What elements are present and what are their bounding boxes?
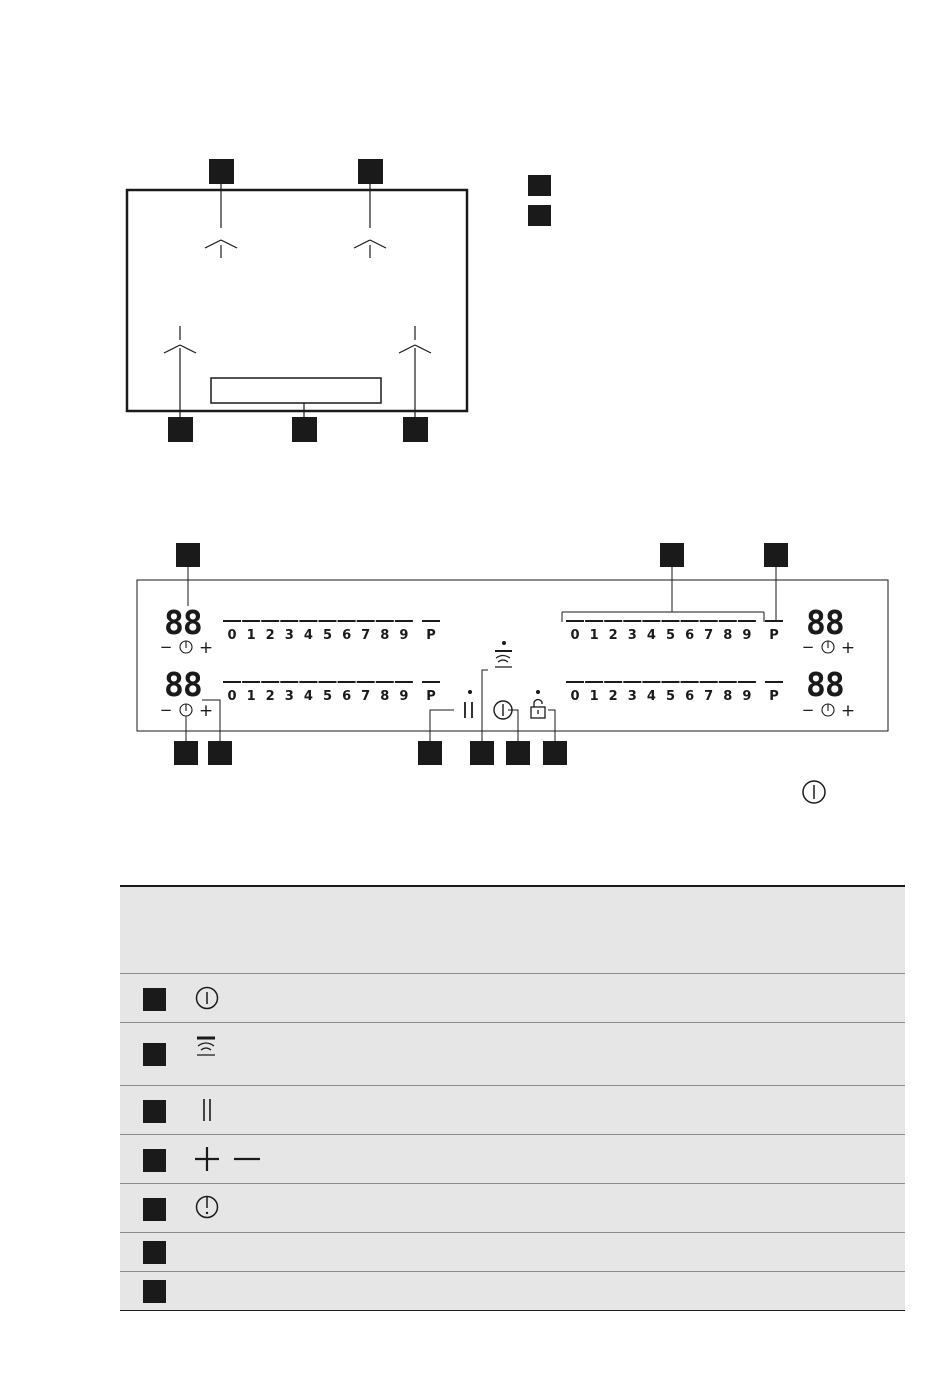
callout-marker (660, 543, 684, 567)
pause-icon (194, 1097, 220, 1123)
table-header (120, 887, 905, 974)
callout-marker (506, 741, 530, 765)
power-level-digit[interactable]: 1 (589, 689, 599, 704)
power-level-digit[interactable]: 0 (227, 628, 237, 643)
power-level-digit[interactable]: 6 (342, 628, 352, 643)
power-level-digit[interactable]: 7 (704, 689, 714, 704)
zone-marker (205, 240, 237, 258)
table-row (120, 1184, 905, 1233)
zone-display: 88 (164, 603, 202, 642)
power-level-digit[interactable]: 8 (380, 689, 390, 704)
callout-marker (418, 741, 442, 765)
callout-marker (143, 1198, 166, 1221)
pause-icon[interactable] (465, 702, 472, 718)
power-level-digit[interactable]: 4 (646, 689, 656, 704)
callout-marker (470, 741, 494, 765)
power-level-digit[interactable]: 1 (246, 689, 256, 704)
indicator-dot (502, 641, 506, 645)
power-level-digit[interactable]: 3 (627, 689, 637, 704)
lock-icon[interactable] (531, 700, 545, 719)
table-row (120, 1135, 905, 1184)
timer-minus-button[interactable]: − (159, 638, 173, 656)
power-level-digit[interactable]: 4 (303, 689, 313, 704)
control-panel-diagram (0, 530, 950, 810)
power-level-digit[interactable]: 1 (589, 628, 599, 643)
callout-marker (764, 543, 788, 567)
callout-marker (143, 1280, 166, 1303)
zone-display: 88 (806, 665, 844, 704)
control-panel-area (211, 378, 381, 403)
callout-marker (208, 741, 232, 765)
callout-marker (209, 159, 234, 184)
power-level-digit[interactable]: 6 (685, 689, 695, 704)
timer-plus-button[interactable]: + (840, 701, 856, 721)
power-level-digit[interactable]: 8 (723, 628, 733, 643)
power-level-digit[interactable]: 2 (608, 628, 618, 643)
power-level-digit[interactable]: 2 (608, 689, 618, 704)
power-level-digit[interactable]: 9 (399, 628, 409, 643)
timer-plus-button[interactable]: + (198, 638, 214, 658)
table-row (120, 1086, 905, 1135)
callout-marker (292, 417, 317, 442)
legend-marker (528, 205, 551, 226)
cooking-zones-diagram (0, 0, 950, 470)
symbols-table (120, 885, 905, 1311)
power-level-digit[interactable]: 7 (361, 628, 371, 643)
power-level-digit[interactable]: 3 (284, 689, 294, 704)
timer-plus-button[interactable]: + (198, 701, 214, 721)
callout-marker (143, 1100, 166, 1123)
power-level-digit[interactable]: 5 (322, 689, 333, 704)
power-level-digit[interactable]: 8 (723, 689, 733, 704)
power-level-digit[interactable]: P (769, 628, 779, 643)
timer-minus-button[interactable]: − (801, 701, 815, 719)
table-row (120, 1023, 905, 1086)
power-level-digit[interactable]: 6 (342, 689, 352, 704)
table-row (120, 1272, 905, 1311)
power-level-digit[interactable]: 5 (322, 628, 333, 643)
power-level-digit[interactable]: 0 (227, 689, 237, 704)
on-off-icon (194, 985, 220, 1011)
timer-icon (194, 1194, 220, 1220)
callout-marker (168, 417, 193, 442)
table-row (120, 974, 905, 1023)
hob2hood-icon (194, 1035, 218, 1059)
callout-marker (543, 741, 567, 765)
power-level-digit[interactable]: 3 (627, 628, 637, 643)
power-level-digit[interactable]: 7 (704, 628, 714, 643)
zone-marker (354, 240, 386, 258)
callout-marker (176, 543, 200, 567)
power-level-digit[interactable]: 5 (665, 628, 676, 643)
table-row (120, 1233, 905, 1272)
power-level-digit[interactable]: 9 (742, 628, 752, 643)
zone-marker (164, 326, 196, 417)
callout-marker (403, 417, 428, 442)
power-level-digit[interactable]: 6 (685, 628, 695, 643)
power-level-digit[interactable]: 4 (646, 628, 656, 643)
callout-marker (143, 1043, 166, 1066)
callout-marker (143, 1241, 166, 1264)
callout-marker (174, 741, 198, 765)
zone-marker (399, 326, 431, 417)
legend-marker (528, 175, 551, 196)
timer-minus-button[interactable]: − (159, 701, 173, 719)
power-level-digit[interactable]: 0 (570, 689, 580, 704)
timer-plus-button[interactable]: + (840, 638, 856, 658)
power-level-digit[interactable]: 8 (380, 628, 390, 643)
callout-marker (143, 1149, 166, 1172)
zone-display: 88 (164, 665, 202, 704)
callout-marker (358, 159, 383, 184)
power-level-digit[interactable]: 3 (284, 628, 294, 643)
indicator-dot (468, 690, 472, 694)
plus-minus-icon (194, 1146, 264, 1172)
indicator-dot (536, 690, 540, 694)
zone-display: 88 (806, 603, 844, 642)
power-level-digit[interactable]: 7 (361, 689, 371, 704)
timer-minus-button[interactable]: − (801, 638, 815, 656)
power-level-digit[interactable]: P (426, 689, 436, 704)
power-level-digit[interactable]: 9 (399, 689, 409, 704)
hob2hood-icon (495, 651, 512, 667)
power-level-digit[interactable]: 2 (265, 628, 275, 643)
power-level-digit[interactable]: 5 (665, 689, 676, 704)
power-level-digit[interactable]: 9 (742, 689, 752, 704)
power-level-digit[interactable]: P (426, 628, 436, 643)
power-level-digit[interactable]: 1 (246, 628, 256, 643)
power-level-digit[interactable]: P (769, 689, 779, 704)
power-level-digit[interactable]: 2 (265, 689, 275, 704)
power-level-digit[interactable]: 4 (303, 628, 313, 643)
power-level-digit[interactable]: 0 (570, 628, 580, 643)
on-off-icon (803, 781, 825, 803)
callout-marker (143, 988, 166, 1011)
